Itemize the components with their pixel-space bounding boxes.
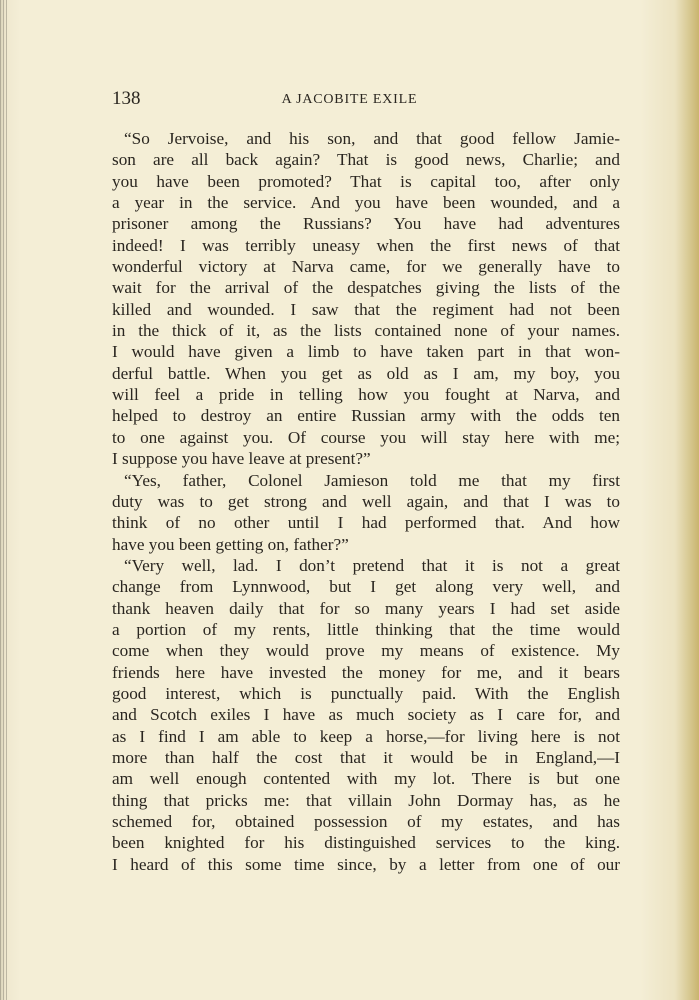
text-line: been knighted for his distinguished services to the king.: [112, 833, 620, 853]
text-line: schemed for, obtained possession of my estates, and has: [112, 812, 620, 831]
text-line: more than half the cost that it would be in England,—I: [112, 747, 620, 767]
text-line: think of no other until I had performed that. And how: [112, 513, 620, 533]
text-line: wonderful victory at Narva came, for we generally have to: [112, 257, 620, 277]
text-line: am well enough contented with my lot. There is but one: [112, 769, 620, 789]
text-line: I heard of this some time since, by a letter from one of our: [112, 854, 620, 874]
text-line: will feel a pride in telling how you fought at Narva, and: [112, 385, 620, 405]
text-line: friends here have invested the money for me, and it bears: [112, 662, 620, 682]
text-line: change from Lynnwood, but I get along very well, and: [112, 577, 620, 597]
text-line: a year in the service. And you have been wounded, and a: [112, 193, 620, 213]
text-line: a portion of my rents, little thinking that the time would: [112, 619, 620, 639]
text-line: indeed! I was terribly uneasy when the first news of that: [112, 235, 620, 255]
text-line: in the thick of it, as the lists contained none of your names.: [112, 321, 620, 341]
text-line: son are all back again? That is good news, Charlie; and: [112, 150, 620, 170]
book-binding-edge: [0, 0, 8, 1000]
text-line: “Yes, father, Colonel Jamieson told me that my first: [124, 470, 620, 490]
text-line: you have been promoted? That is capital too, after only: [112, 171, 620, 191]
text-line: thank heaven daily that for so many years I had set aside: [112, 598, 620, 618]
text-line: good interest, which is punctually paid. With the English: [112, 683, 620, 703]
text-line: I suppose you have leave at present?”: [112, 449, 371, 469]
text-line: and Scotch exiles I have as much society as I care for, and: [112, 705, 620, 725]
text-line: derful battle. When you get as old as I am, my boy, you: [112, 363, 620, 383]
text-line: “Very well, lad. I don’t pretend that it is not a great: [124, 555, 620, 575]
text-line: wait for the arrival of the despatches giving the lists of the: [112, 278, 620, 298]
text-line: thing that pricks me: that villain John Dormay has, as he: [112, 790, 620, 810]
text-line: I would have given a limb to have taken part in that won-: [112, 342, 620, 362]
page-number: 138: [112, 88, 141, 109]
text-line: as I find I am able to keep a horse,—for living here is not: [112, 726, 620, 746]
text-line: come when they would prove my means of existence. My: [112, 641, 620, 661]
body-text: [112, 128, 620, 875]
text-line: duty was to get strong and well again, and that I was to: [112, 491, 620, 511]
text-line: “So Jervoise, and his son, and that good fellow Jamie-: [124, 129, 620, 148]
text-line: helped to destroy an entire Russian army with the odds ten: [112, 406, 620, 426]
text-line: have you been getting on, father?”: [112, 534, 349, 554]
running-head: A JACOBITE EXILE: [281, 92, 418, 107]
text-line: prisoner among the Russians? You have had adventures: [112, 214, 620, 234]
text-line: killed and wounded. I saw that the regiment had not been: [112, 299, 620, 319]
text-line: to one against you. Of course you will stay here with me;: [112, 427, 620, 447]
